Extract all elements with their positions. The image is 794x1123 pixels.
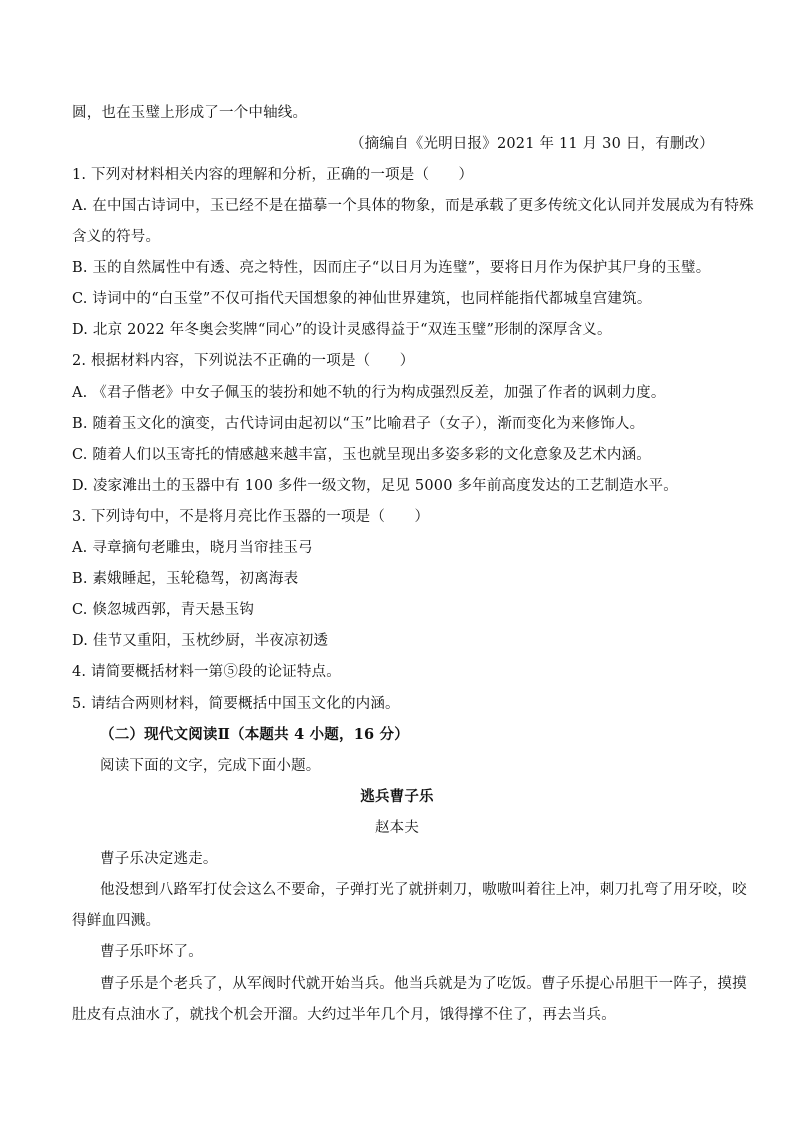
question-3-option-a: A. 寻章摘句老雕虫，晓月当帘挂玉弓: [72, 540, 313, 556]
question-3-option-c: C. 倏忽城西郭，青天悬玉钩: [72, 602, 255, 618]
question-3-option-d: D. 佳节又重阳，玉枕纱厨，半夜凉初透: [72, 633, 329, 649]
story-paragraph-4-cont: 肚皮有点油水了，就找个机会开溜。大约过半年几个月，饿得撑不住了，再去当兵。: [72, 1007, 616, 1023]
question-1-option-b: B. 玉的自然属性中有透、亮之特性，因而庄子“以日月为连璧”，要将日月作为保护其尸身的玉璧。: [72, 260, 711, 276]
material-source: （摘编自《光明日报》2021 年 11 月 30 日，有删改）: [349, 136, 714, 152]
section-instruction: 阅读下面的文字，完成下面小题。: [100, 758, 321, 774]
story-paragraph-2: 他没想到八路军打仗会这么不要命，子弹打光了就拼刺刀，嗷嗷叫着往上冲，刺刀扎弯了用牙咬，咬: [100, 882, 747, 898]
section-heading: （二）现代文阅读Ⅱ（本题共 4 小题，16 分）: [100, 726, 409, 743]
question-1-option-c: C. 诗词中的“白玉堂”不仅可指代天国想象的神仙世界建筑，也同样能指代都城皇宫建筑。: [72, 291, 652, 307]
question-1-option-a-cont: 含义的符号。: [72, 229, 161, 245]
story-paragraph-2-cont: 得鲜血四溅。: [72, 913, 161, 929]
story-paragraph-3: 曹子乐吓坏了。: [100, 944, 203, 960]
question-5-stem: 5. 请结合两则材料，简要概括中国玉文化的内涵。: [72, 696, 400, 712]
question-3-stem: 3. 下列诗句中，不是将月亮比作玉器的一项是（ ）: [72, 509, 430, 525]
question-2-option-b: B. 随着玉文化的演变，古代诗词由起初以“玉”比喻君子（女子），渐而变化为来修饰人。: [72, 416, 645, 432]
question-2-stem: 2. 根据材料内容，下列说法不正确的一项是（ ）: [72, 353, 415, 369]
question-2-option-d: D. 凌家滩出土的玉器中有 100 多件一级文物，足见 5000 多年前高度发达的工艺制造水平。: [72, 478, 678, 494]
question-1-stem: 1. 下列对材料相关内容的理解和分析，正确的一项是（ ）: [72, 167, 474, 183]
story-paragraph-1: 曹子乐决定逃走。: [100, 851, 218, 867]
material-last-line: 圆，也在玉璧上形成了一个中轴线。: [72, 105, 308, 121]
story-title: 逃兵曹子乐: [360, 788, 434, 805]
question-1-option-d: D. 北京 2022 年冬奥会奖牌“同心”的设计灵感得益于“双连玉璧”形制的深厚含义。: [72, 322, 612, 338]
question-2-option-a: A. 《君子偕老》中女子佩玉的装扮和她不轨的行为构成强烈反差，加强了作者的讽刺力度。: [72, 385, 666, 401]
question-4-stem: 4. 请简要概括材料一第⑤段的论证特点。: [72, 664, 341, 680]
question-2-option-c: C. 随着人们以玉寄托的情感越来越丰富，玉也就呈现出多姿多彩的文化意象及艺术内涵。: [72, 447, 651, 463]
story-author: 赵本夫: [374, 820, 420, 836]
story-paragraph-4: 曹子乐是个老兵了，从军阀时代就开始当兵。他当兵就是为了吃饭。曹子乐提心吊胆干一阵子，摸摸: [100, 976, 747, 992]
question-3-option-b: B. 素娥睡起，玉轮稳驾，初离海表: [72, 571, 299, 587]
question-1-option-a: A. 在中国古诗词中，玉已经不是在描摹一个具体的物象，而是承载了更多传统文化认同并发展成为有特殊: [72, 198, 754, 214]
